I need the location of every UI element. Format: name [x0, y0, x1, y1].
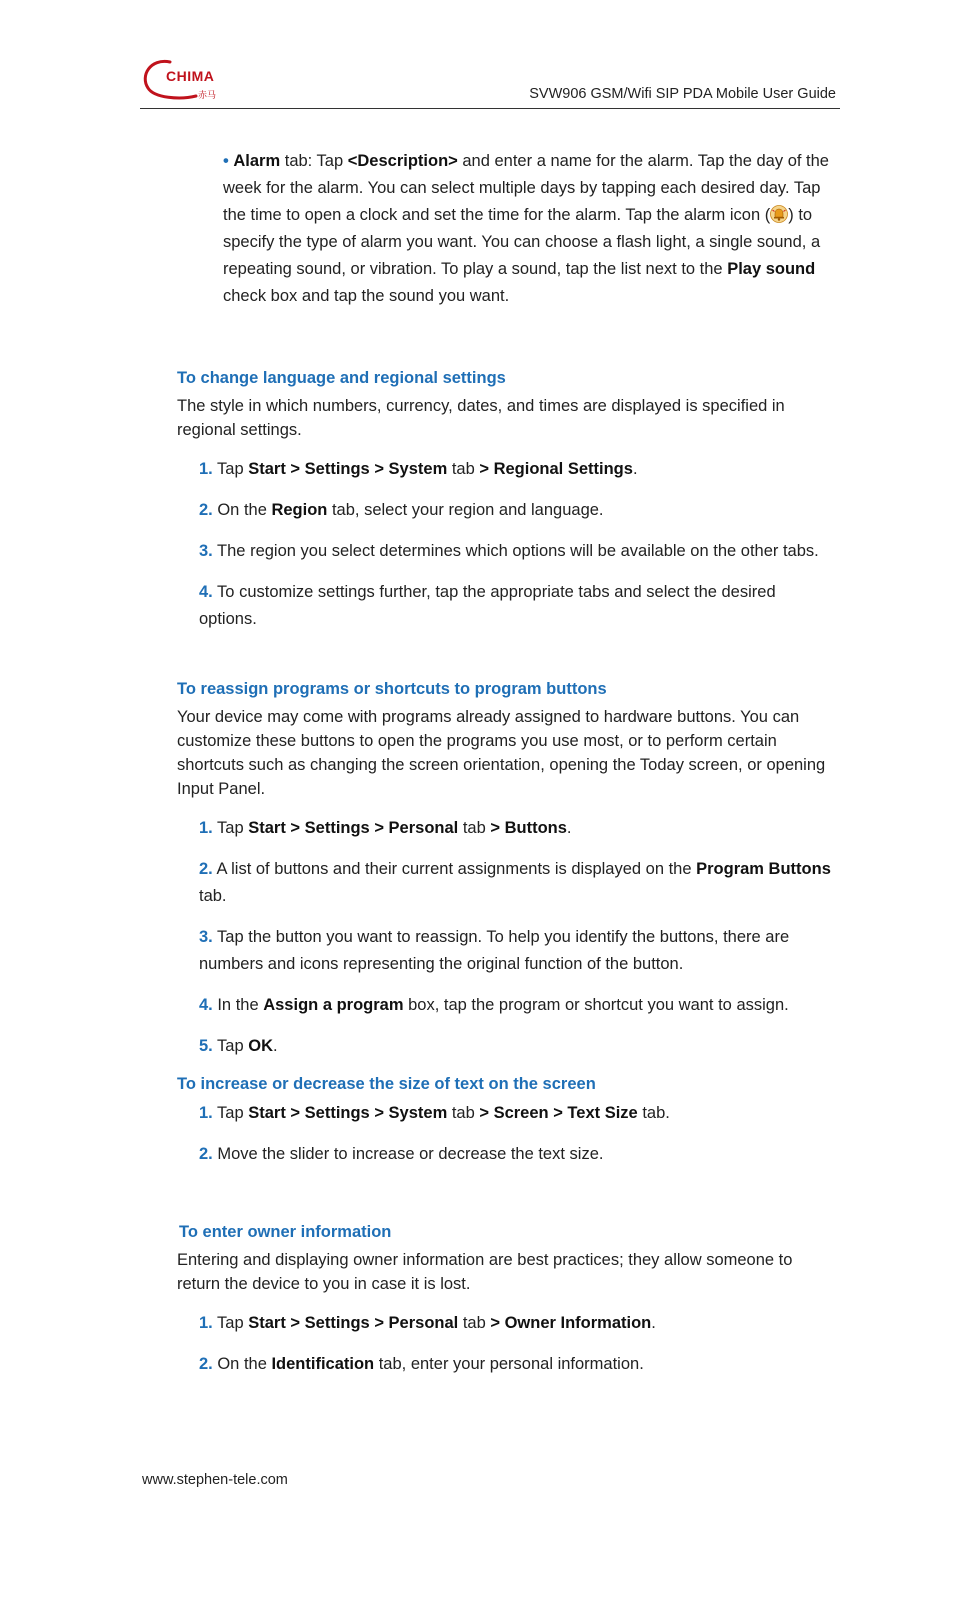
step-number: 2.	[199, 860, 213, 878]
text: and enter a name for the alarm. Tap the day of the week for the alarm. You can select multiple days by tapping each desired day. Tap the time to open a clock and set the time for the alarm. Tap the alarm icon (	[223, 152, 829, 224]
section-heading-text-size: To increase or decrease the size of text on the screen	[177, 1075, 596, 1093]
step-number: 2.	[199, 1355, 213, 1373]
text: tab, select your region and language.	[327, 501, 604, 519]
step-item	[199, 992, 837, 1019]
step-item	[199, 1033, 837, 1060]
text: tab.	[637, 1104, 670, 1122]
step-number: 4.	[199, 583, 213, 601]
section-heading-owner: To enter owner information	[179, 1223, 392, 1241]
chima-logo	[140, 54, 230, 106]
tab-name: Identification	[271, 1355, 375, 1373]
logo-subtext: 赤马	[198, 90, 217, 100]
menu-path: > Screen > Text Size	[479, 1104, 638, 1122]
menu-path: > Buttons	[490, 819, 567, 837]
section-intro: The style in which numbers, currency, dates, and times are displayed is specified in regional settings.	[177, 397, 785, 439]
text: Tap the button you want to reassign. To help you identify the buttons, there are numbers and icons representing the original function of the button.	[199, 928, 790, 973]
menu-path: > Regional Settings	[479, 460, 633, 478]
step-number: 1.	[199, 1104, 213, 1122]
bullet: •	[223, 152, 229, 170]
step-item	[199, 497, 837, 524]
step-number: 1.	[199, 1314, 213, 1332]
section-intro: Entering and displaying owner information are best practices; they allow someone to return the device to you in case it is lost.	[177, 1251, 793, 1293]
button-name: OK	[248, 1037, 273, 1055]
menu-path: Start > Settings > System	[248, 460, 448, 478]
alarm-label: Alarm	[233, 152, 281, 170]
footer-url[interactable]: www.stephen-tele.com	[142, 1472, 288, 1488]
step-number: 1.	[199, 819, 213, 837]
menu-path: Start > Settings > Personal	[248, 1314, 459, 1332]
header-divider	[140, 108, 840, 109]
text: A list of buttons and their current assignments is displayed on the	[212, 860, 697, 878]
page-header	[140, 50, 840, 110]
text: Tap	[212, 819, 249, 837]
text: Move the slider to increase or decrease the text size.	[212, 1145, 604, 1163]
text: tab	[447, 460, 480, 478]
play-sound-label: Play sound	[727, 260, 816, 278]
text: .	[632, 460, 638, 478]
text: tab	[458, 1314, 491, 1332]
text: Tap	[212, 1104, 249, 1122]
text: .	[273, 1037, 278, 1055]
step-item	[199, 456, 837, 483]
step-number: 3.	[199, 928, 213, 946]
step-item	[199, 1310, 837, 1337]
step-item	[199, 538, 837, 565]
text: ) to specify the type of alarm you want. You can choose a flash light, a single sound, a repeating sound, or vibration. To play a sound, tap the list next to the	[223, 206, 821, 278]
step-item	[199, 1351, 837, 1378]
text: .	[566, 819, 572, 837]
text: To customize settings further, tap the appropriate tabs and select the desired options.	[199, 583, 776, 628]
text: tab: Tap	[280, 152, 348, 170]
step-number: 1.	[199, 460, 213, 478]
step-item	[199, 924, 837, 978]
menu-path: Start > Settings > System	[248, 1104, 448, 1122]
text: On the	[212, 501, 272, 519]
text: The region you select determines which options will be available on the other tabs.	[212, 542, 819, 560]
step-number: 4.	[199, 996, 213, 1014]
text: In the	[212, 996, 264, 1014]
tab-name: Program Buttons	[696, 860, 831, 878]
step-item	[199, 856, 837, 910]
step-number: 3.	[199, 542, 213, 560]
text: tab	[447, 1104, 480, 1122]
description-label: <Description>	[347, 152, 458, 170]
section-heading-language: To change language and regional settings	[177, 369, 506, 387]
text: tab, enter your personal information.	[374, 1355, 644, 1373]
section-intro: Your device may come with programs already assigned to hardware buttons. You can customize these buttons to open the programs you use most, or to perform certain shortcuts such as changing the screen orientation, opening the Today screen, or opening Input Panel.	[177, 708, 826, 798]
step-item	[199, 815, 837, 842]
text: .	[651, 1314, 656, 1332]
text: tab.	[199, 887, 227, 905]
menu-path: > Owner Information	[490, 1314, 652, 1332]
text: Tap	[212, 1314, 249, 1332]
step-item	[199, 1141, 837, 1168]
text: Tap	[212, 460, 249, 478]
text: box, tap the program or shortcut you want to assign.	[403, 996, 789, 1014]
text: tab	[458, 819, 491, 837]
step-number: 2.	[199, 1145, 213, 1163]
text: Tap	[212, 1037, 249, 1055]
document-title: SVW906 GSM/Wifi SIP PDA Mobile User Guide	[529, 86, 836, 102]
text: check box and tap the sound you want.	[223, 287, 510, 305]
step-item	[199, 1100, 837, 1127]
logo-text: CHIMA	[166, 68, 215, 84]
page-content	[177, 148, 837, 1378]
field-name: Assign a program	[263, 996, 404, 1014]
step-number: 5.	[199, 1037, 213, 1055]
section-heading-buttons: To reassign programs or shortcuts to program buttons	[177, 680, 607, 698]
step-item	[199, 579, 837, 633]
tab-name: Region	[271, 501, 328, 519]
alarm-tab-paragraph	[223, 148, 837, 310]
menu-path: Start > Settings > Personal	[248, 819, 459, 837]
step-number: 2.	[199, 501, 213, 519]
text: On the	[212, 1355, 272, 1373]
alarm-bell-icon	[770, 205, 788, 223]
